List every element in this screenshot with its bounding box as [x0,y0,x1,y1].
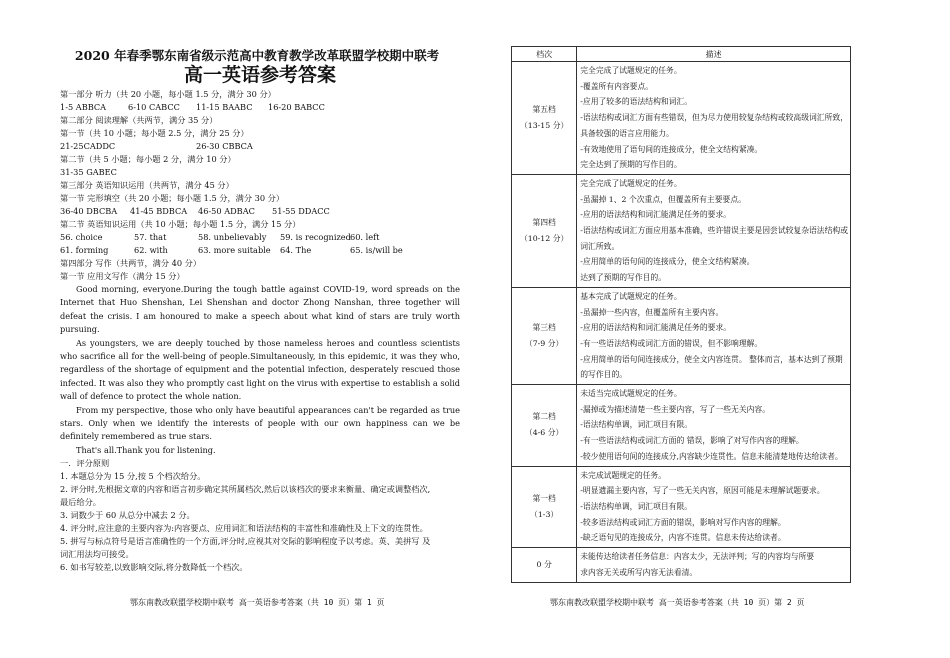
answer-group: 16-20 BABCC [268,102,325,112]
grade-level-cell [512,466,577,548]
description-line: 未适当完成试题规定的任务。 [580,389,682,399]
scoring-rule: 3. 词数少于 60 从总分中减去 2 分。 [60,510,195,521]
description-line: -虽漏掉一些内容，但覆盖所有主要内容。 [580,307,724,317]
table-row [512,287,851,384]
answer-item: 60. left [350,232,380,242]
description-line: -有效地使用了语句间的连接成分，使全文结构紧凑。 [580,144,763,154]
table-body [512,62,851,583]
description-line: -有一些语法结构或词汇方面的错误，但不影响理解。 [580,338,763,348]
description-line: 具备较强的语言应用能力。 [580,128,674,138]
footer-page-1: 鄂东南教改联盟学校期中联考 高一英语参考答案（共 10 页）第 1 页 [130,598,385,607]
part3-section1-answers [60,205,460,218]
grade-description-cell [577,287,851,384]
grade-score-range: （1-3） [530,509,559,519]
column-header-level: 档次 [512,47,577,62]
table-row [512,466,851,548]
description-line: -应用了较多的语法结构和词汇。 [580,97,693,107]
answer-group: 21-25CADDC [60,141,116,151]
answer-item: 58. unbelievably [198,232,267,242]
part3-section2-row2 [60,244,460,257]
part1-header: 第一部分 听力（共 20 小题，每小题 1.5 分，满分 30 分） [60,89,276,99]
grade-level-name: 第一档 [532,493,556,503]
answer-item: 59. is recognized [280,232,351,242]
description-line: -应用的语法结构和词汇能满足任务的要求。 [580,210,732,220]
essay-paragraph: Good morning, everyone.During the tough battle against COVID-19, word spreads on the Internet that Huo Shenshan, Lei Shenshan and doctor Zhong Nanshan, three together will defeat the crisis. I am honoured to make a speech about what kind of stars are truly worth pursuing. [60,284,460,335]
grade-score-range: （7-9 分） [524,338,564,348]
grade-score-range: （4-6 分） [524,428,564,438]
grading-criteria-table [511,46,851,583]
part3-section2-header: 第二节 英语知识运用（共 10 小题；每小题 1.5 分，满分 15 分） [60,219,301,229]
part4-header: 第四部分 写作（共两节，满分 40 分） [60,258,202,268]
table-row [512,174,851,287]
description-line: 完全完成了试题规定的任务。 [580,66,682,75]
description-line: 完全完成了试题规定的任务。 [580,178,682,188]
left-page [60,48,460,574]
description-line: -应用简单的语句间的连接成分，使全文结构紧凑。 [580,257,755,267]
essay-paragraph: From my perspective, those who only have beautiful appearances can't be regarded as true stars. Only when we identify the interests of people with our own happiness can we be definitely remembered as true stars. [60,404,460,442]
answer-group: 46-50 ADBAC [198,206,255,216]
grade-level-name: 第四档 [532,217,556,227]
description-line: -语法结构单调，词汇项目有限。 [580,501,693,511]
description-line: -较多语法结构或词汇方面的错误，影响对写作内容的理解。 [580,517,786,527]
grade-score-range: （13-15 分） [519,120,569,130]
grade-level-cell [512,548,577,582]
grade-level-name: 第五档 [532,104,556,114]
answer-item: 61. forming [60,245,109,255]
table-row [512,548,851,582]
scoring-rule: 1. 本题总分为 15 分,按 5 个档次给分。 [60,471,206,482]
grade-level-cell [512,385,577,467]
essay-paragraph: As youngsters, we are deeply touched by those nameless heroes and countless scientists who sacrifice all for the well-being of people.Simultaneously, in this epidemic, it was they who, regardless of the shortage of equipment and the potential infection, desperately rescued those infected. It was also they who promptly cast light on the virus with expertise to establish a solid wall of defence to protect the whole nation. [60,337,460,402]
grade-description-cell [577,466,851,548]
exam-title: 2020 年春季鄂东南省级示范高中教育教学改革联盟学校期中联考 [74,48,440,63]
description-line: 基本完成了试题规定的任务。 [580,291,682,301]
grade-score-range: （10-12 分） [519,233,569,243]
description-line: -语法结构单调，词汇项目有限。 [580,420,693,430]
description-line: -较少使用语句间的连接成分,内容缺少连贯性。信息未能清楚地传达给读者。 [580,451,843,461]
description-line: 完全达到了预期的写作目的。 [580,160,682,170]
answer-group: 41-45 BDBCA [130,206,188,216]
description-line: 的写作目的。 [580,370,628,380]
part2-section2-answers: 31-35 GABEC [60,167,117,177]
footer-page-2: 鄂东南教改联盟学校期中联考 高一英语参考答案（共 10 页）第 2 页 [550,598,805,607]
answer-key-title: 高一英语参考答案 [183,64,336,86]
answer-group: 6-10 CABCC [128,102,180,112]
answer-item: 62. with [134,245,168,255]
scoring-rule: 5. 拼写与标点符号是语言准确性的一个方面,评分时,应视其对交际的影响程度予以考虑。英、美拼写 及 [60,536,431,547]
grade-description-cell [577,62,851,175]
description-line: -漏掉或为描述清楚一些主要内容，写了一些无关内容。 [580,404,771,414]
description-line: -有一些语法结构或词汇方面的 错误，影响了对写作内容的理解。 [580,436,804,446]
answer-item: 65. is/will be [350,245,403,255]
grade-level-name: 第三档 [532,322,556,332]
grade-level-name: 0 分 [536,559,552,569]
answer-item: 63. more suitable [198,245,271,255]
scoring-rule: 4. 评分时,应注意的主要内容为:内容要点、应用词汇和语法结构的丰富性和准确性及上下文的连贯性。 [60,523,428,534]
column-header-description: 描述 [577,47,851,62]
part1-answers [60,101,460,114]
answer-group: 26-30 CBBCA [196,141,253,151]
grade-description-cell [577,174,851,287]
description-line: 求内容无关或所写内容无法看清。 [580,567,698,577]
grade-level-cell [512,174,577,287]
grade-level-cell [512,62,577,175]
scoring-principles-title: 一．评分原则 [60,458,110,469]
answer-item: 57. that [134,232,167,242]
description-line: -应用简单的语句间连接成分，使全文内容连贯。 整体而言，基本达到了预期 [580,354,843,364]
description-line: -应用的语法结构和词汇能满足任务的要求。 [580,323,732,333]
answer-item: 56. choice [60,232,103,242]
part2-header: 第二部分 阅读理解（共两节，满分 35 分） [60,115,218,125]
scoring-rule: 2. 评分时,先根据文章的内容和语言初步确定其所属档次,然后以该档次的要求来衡量、确定或调整档次, [60,484,431,495]
part2-section2-header: 第二节（共 5 小题；每小题 2 分，满分 10 分） [60,154,236,164]
part3-section1-header: 第一节 完形填空（共 20 小题；每小题 1.5 分，满分 30 分） [60,193,285,203]
part3-section2-row1 [60,231,460,244]
grade-level-cell [512,287,577,384]
answer-group: 36-40 DBCBA [60,206,118,216]
table-row [512,62,851,175]
part4-section1-header: 第一节 应用文写作（满分 15 分） [60,271,185,281]
answer-item: 64. The [280,245,312,255]
description-line: -覆盖所有内容要点。 [580,81,654,91]
description-line: -虽漏掉 1、2 个次重点，但覆盖所有主要要点。 [580,194,746,204]
grade-level-name: 第二档 [532,412,556,422]
description-line: 词汇所致。 [580,241,620,251]
essay-paragraph: That's all.Thank you for listening. [76,444,216,455]
scoring-rule: 6. 如书写较差,以致影响交际,将分数降低一个档次。 [60,562,248,573]
table-row [512,385,851,467]
description-line: 达到了预期的写作目的。 [580,273,667,283]
description-line: 未完成试题规定的任务。 [580,470,667,480]
description-line: -语法结构或词汇方面有些错误，但为尽力使用较复杂结构或较高级词汇所致， [580,113,848,123]
answer-group: 51-55 DDACC [272,206,330,216]
description-line: -明显遗漏主要内容，写了一些无关内容，原因可能是未理解试题要求。 [580,486,825,496]
part2-section1-answers [60,140,460,153]
table-header-row [512,47,851,62]
answer-group: 1-5 ABBCA [60,102,107,112]
answer-group: 11-15 BAABC [196,102,253,112]
description-line: -语法结构或词汇方面应用基本准确，些许错误主要是因尝试较复杂语法结构或 [580,226,848,236]
scoring-rule: 词汇用法均可接受。 [60,549,134,560]
part2-section1-header: 第一节（共 10 小题；每小题 2.5 分，满分 25 分） [60,128,249,138]
description-line: 未能传达给读者任务信息：内容太少，无法评判；写的内容均与所要 [580,552,815,562]
description-line: -缺乏语句见的连接成分，内容不连贯。信息未传达给读者。 [580,533,786,543]
part3-header: 第三部分 英语知识运用（共两节，满分 45 分） [60,180,234,190]
grade-description-cell [577,548,851,582]
grade-description-cell [577,385,851,467]
scoring-rule: 最后给分。 [60,497,101,508]
